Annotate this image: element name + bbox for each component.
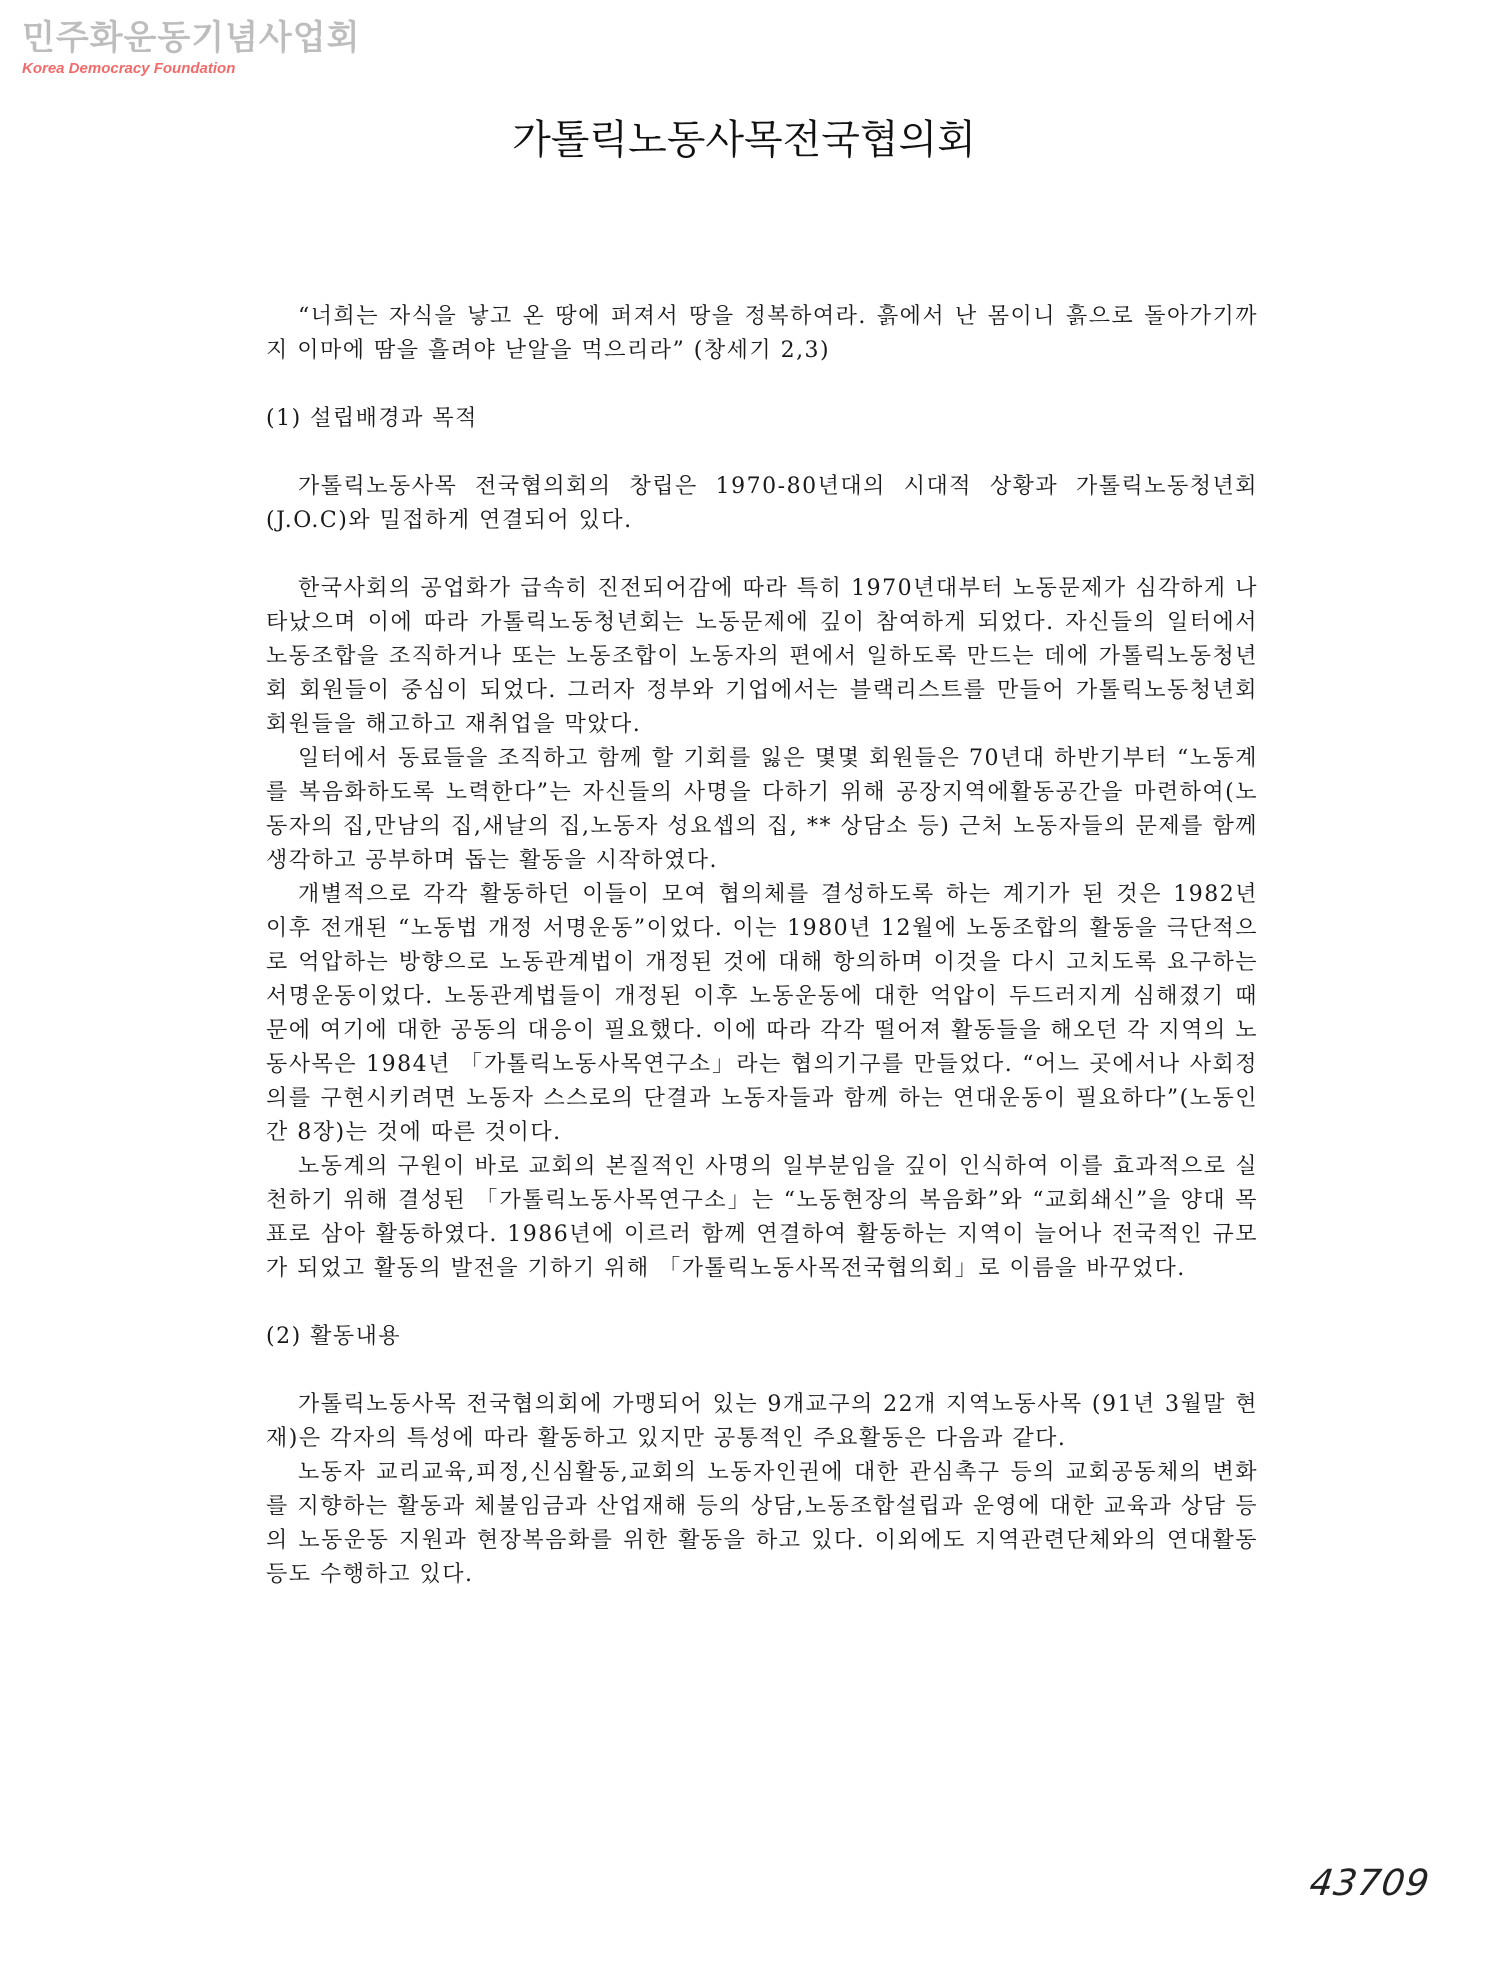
document-title: 가톨릭노동사목전국협의회 bbox=[512, 117, 976, 163]
paragraph: 가톨릭노동사목 전국협의회에 가맹되어 있는 9개교구의 22개 지역노동사목 (91년 3월말 현재)은 각자의 특성에 따라 활동하고 있지만 공통적인 주요활동은 다음과 같다. bbox=[266, 1392, 1258, 1451]
paragraph: 노동자 교리교육,피정,신심활동,교회의 노동자인권에 대한 관심촉구 등의 교회공동체의 변화를 지향하는 활동과 체불임금과 산업재해 등의 상담,노동조합설립과 운영에 대한 교육과 상담 등의 노동운동 지원과 현장복음화를 위한 활동을 하고 있다. 이외에도 지역관련단체와의 연대활동 등도 수행하고 있다. bbox=[266, 1460, 1258, 1587]
paragraph: 가톨릭노동사목 전국협의회의 창립은 1970-80년대의 시대적 상황과 가톨릭노동청년회(J.O.C)와 밀접하게 연결되어 있다. bbox=[266, 474, 1258, 533]
paragraph: 노동계의 구원이 바로 교회의 본질적인 사명의 일부분임을 깊이 인식하여 이를 효과적으로 실천하기 위해 결성된 「가톨릭노동사목연구소」는 “노동현장의 복음화”와 “교회쇄신”을 양대 목표로 삼아 활동하였다. 1986년에 이르러 함께 연결하여 활동하는 지역이 늘어나 전국적인 규모가 되었고 활동의 발전을 기하기 위해 「가톨릭노동사목전국협의회」로 이름을 바꾸었다. bbox=[266, 1154, 1258, 1281]
watermark-korean: 민주화운동기념사업회 bbox=[22, 18, 361, 58]
paragraph: 일터에서 동료들을 조직하고 함께 할 기회를 잃은 몇몇 회원들은 70년대 하반기부터 “노동계를 복음화하도록 노력한다”는 자신들의 사명을 다하기 위해 공장지역에활동공간을 마련하여(노동자의 집,만남의 집,새날의 집,노동자 성요셉의 집, ** 상담소 등) 근처 노동자들의 문제를 함께 생각하고 공부하며 돕는 활동을 시작하였다. bbox=[266, 746, 1258, 873]
handwritten-page-number: 43709 bbox=[1307, 1863, 1433, 1904]
document-body bbox=[266, 300, 1258, 1592]
epigraph-quote: “너희는 자식을 낳고 온 땅에 퍼져서 땅을 정복하여라. 흙에서 난 몸이니 흙으로 돌아가기까지 이마에 땀을 흘려야 낟알을 먹으리라” (창세기 2,3) bbox=[266, 304, 1258, 363]
paragraph: 한국사회의 공업화가 급속히 진전되어감에 따라 특히 1970년대부터 노동문제가 심각하게 나타났으며 이에 따라 가톨릭노동청년회는 노동문제에 깊이 참여하게 되었다. 자신들의 일터에서 노동조합을 조직하거나 또는 노동조합이 노동자의 편에서 일하도록 만드는 데에 가톨릭노동청년회 회원들이 중심이 되었다. 그러자 정부와 기업에서는 블랙리스트를 만들어 가톨릭노동청년회 회원들을 해고하고 재취업을 막았다. bbox=[266, 576, 1258, 737]
watermark-english: Korea Democracy Foundation bbox=[22, 60, 236, 77]
section-heading-activities: (2) 활동내용 bbox=[266, 1324, 402, 1349]
section-heading-background: (1) 설립배경과 목적 bbox=[266, 406, 478, 431]
paragraph: 개별적으로 각각 활동하던 이들이 모여 협의체를 결성하도록 하는 계기가 된 것은 1982년 이후 전개된 “노동법 개정 서명운동”이었다. 이는 1980년 12월에 노동조합의 활동을 극단적으로 억압하는 방향으로 노동관계법이 개정된 것에 대해 항의하며 이것을 다시 고치도록 요구하는 서명운동이었다. 노동관계법들이 개정된 이후 노동운동에 대한 억압이 두드러지게 심해졌기 때문에 여기에 대한 공동의 대응이 필요했다. 이에 따라 각각 떨어져 활동들을 해오던 각 지역의 노동사목은 1984년 「가톨릭노동사목연구소」라는 협의기구를 만들었다. “어느 곳에서나 사회정의를 구현시키려면 노동자 스스로의 단결과 노동자들과 함께 하는 연대운동이 필요하다”(노동인간 8장)는 것에 따른 것이다. bbox=[266, 882, 1258, 1145]
watermark-logo bbox=[22, 18, 361, 78]
